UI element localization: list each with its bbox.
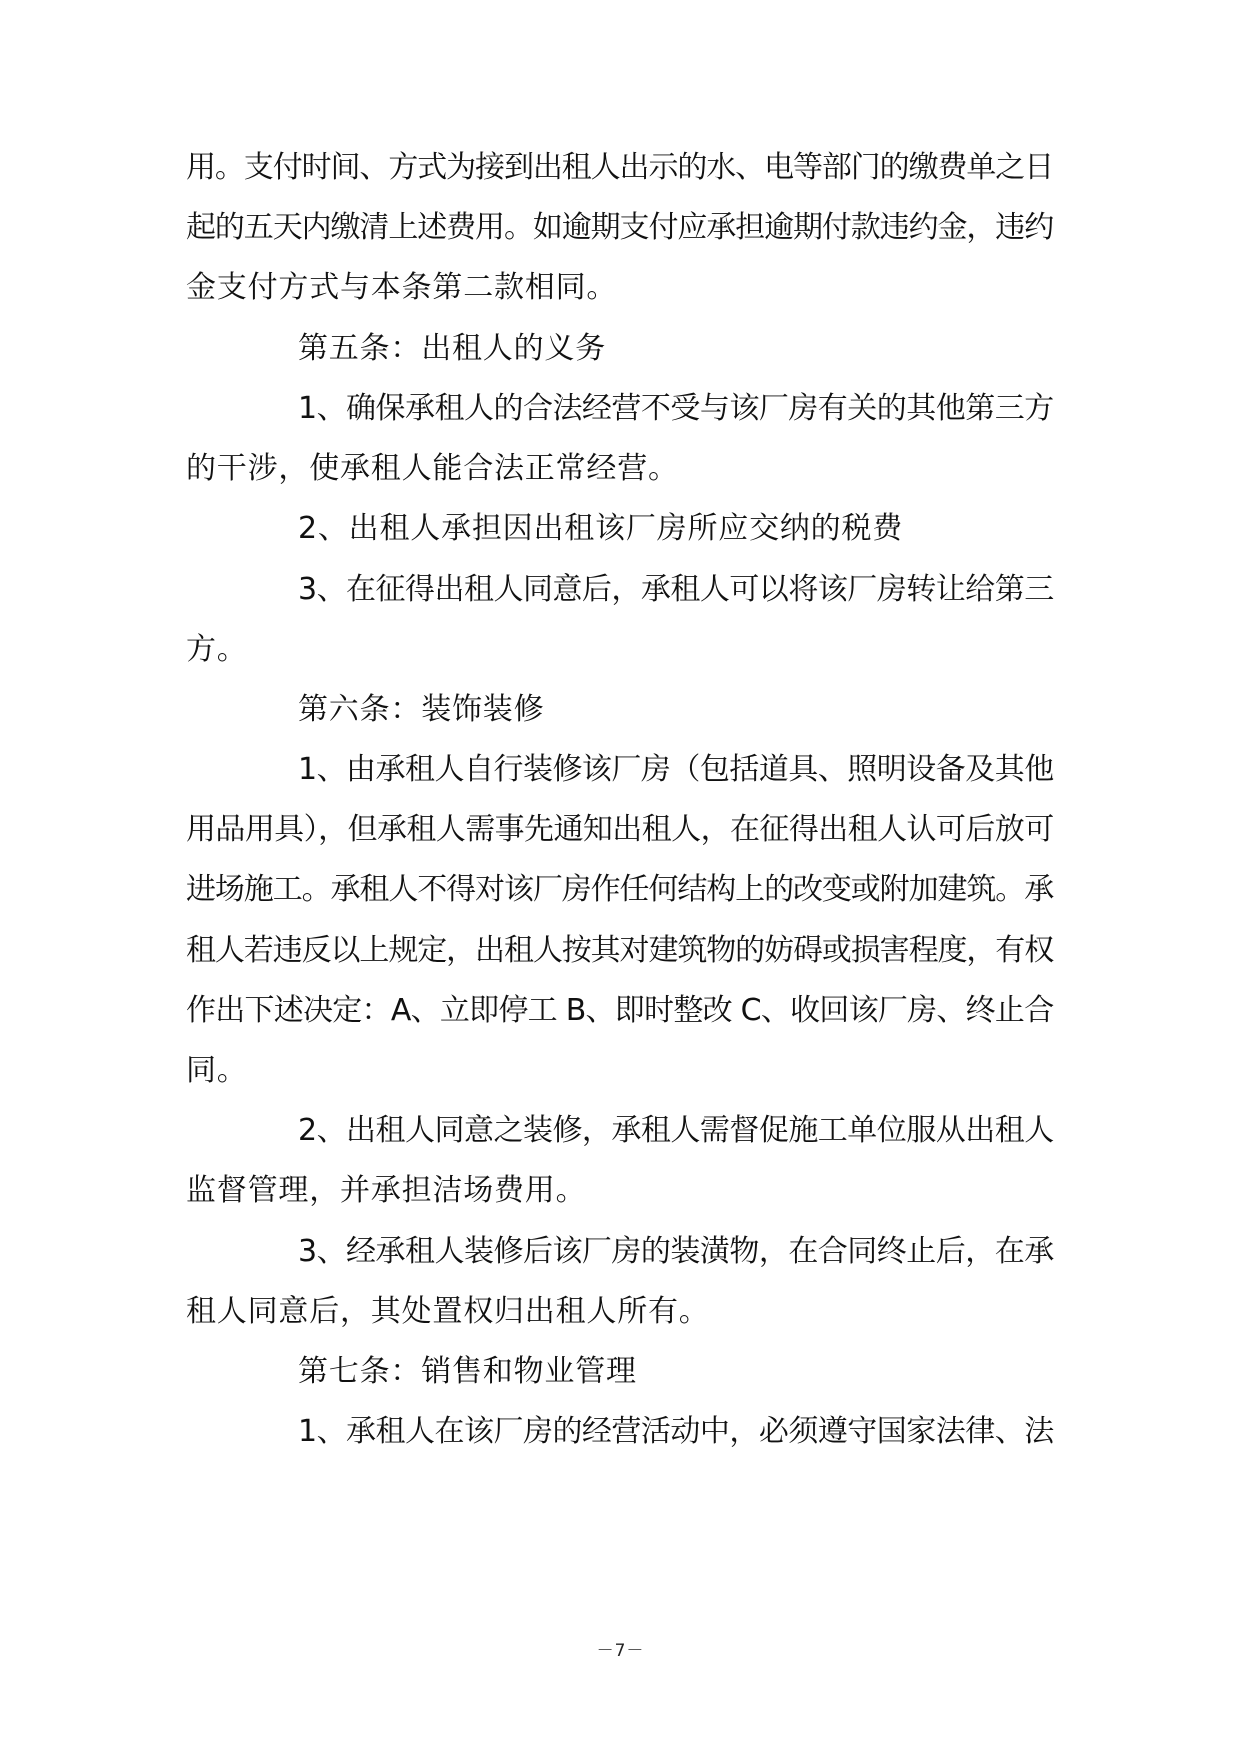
text-line: 1、由承租人自行装修该厂房（包括道具、照明设备及其他 xyxy=(298,752,1054,787)
text-line: 租人同意后，其处置权归出租人所有。 xyxy=(186,1294,710,1329)
text-line: 起的五天内缴清上述费用。如逾期支付应承担逾期付款违约金，违约 xyxy=(186,210,1054,245)
text-line: 租人若违反以上规定，出租人按其对建筑物的妨碍或损害程度，有权 xyxy=(186,933,1054,968)
text-line: 3、在征得出租人同意后，承租人可以将该厂房转让给第三 xyxy=(298,572,1054,607)
page-number: －7－ xyxy=(596,1641,645,1661)
text-line: 1、确保承租人的合法经营不受与该厂房有关的其他第三方 xyxy=(298,391,1054,426)
text-line: 同。 xyxy=(186,1053,248,1088)
text-line: 1、承租人在该厂房的经营活动中，必须遵守国家法律、法 xyxy=(298,1414,1054,1449)
text-line: 监督管理，并承担洁场费用。 xyxy=(186,1173,587,1208)
text-line: 3、经承租人装修后该厂房的装潢物，在合同终止后，在承 xyxy=(298,1234,1054,1269)
text-line: 用品用具），但承租人需事先通知出租人，在征得出租人认可后放可 xyxy=(186,812,1054,847)
text-line: 方。 xyxy=(186,632,248,667)
article-heading: 第六条：装饰装修 xyxy=(298,692,545,727)
text-line: 作出下述决定：A、立即停工 B、即时整改 C、收回该厂房、终止合 xyxy=(186,993,1054,1028)
text-line: 进场施工。承租人不得对该厂房作任何结构上的改变或附加建筑。承 xyxy=(186,872,1054,907)
text-line: 2、出租人承担因出租该厂房所应交纳的税费 xyxy=(298,511,904,546)
article-heading: 第七条：销售和物业管理 xyxy=(298,1354,637,1389)
text-line: 2、出租人同意之装修，承租人需督促施工单位服从出租人 xyxy=(298,1113,1054,1148)
text-line: 的干涉，使承租人能合法正常经营。 xyxy=(186,451,679,486)
text-line: 金支付方式与本条第二款相同。 xyxy=(186,270,618,305)
article-heading: 第五条：出租人的义务 xyxy=(298,331,606,366)
text-line: 用。支付时间、方式为接到出租人出示的水、电等部门的缴费单之日 xyxy=(186,150,1054,185)
